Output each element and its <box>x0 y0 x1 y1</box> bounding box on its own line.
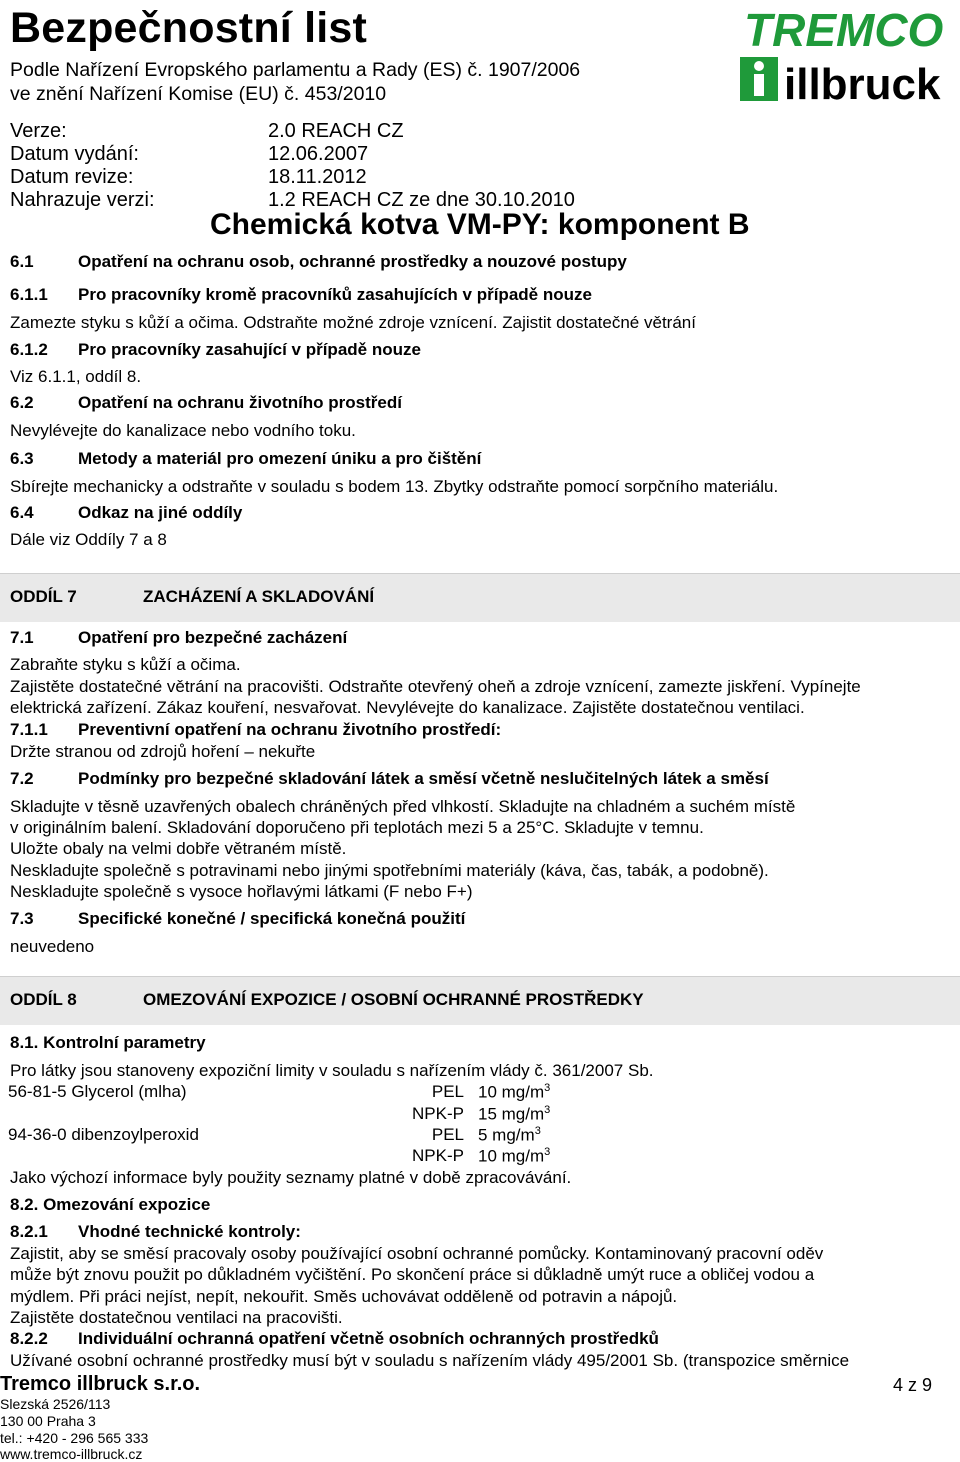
footer-address-1: Slezská 2526/113 <box>0 1396 111 1412</box>
section-7-number: ODDÍL 7 <box>10 587 77 606</box>
text-7-2-c: Uložte obaly na velmi dobře větraném místě. <box>10 839 347 858</box>
heading-8-2: 8.2. Omezování expozice <box>10 1195 211 1214</box>
page-number: 4 z 9 <box>892 1375 932 1395</box>
text-8-2-2: Užívané osobní ochranné prostředky musí být v souladu s nařízením vlády 495/2001 Sb. (transpozice směrnice <box>10 1351 850 1370</box>
regulation-line-2: ve znění Nařízení Komise (EU) č. 453/2010 <box>10 83 387 105</box>
text-7-1-b: Zajistěte dostatečné větrání na pracovišti. Odstraňte otevřený oheň a zdroje vznícení, zamezte jiskření. Vypínejte <box>10 677 861 696</box>
text-6-2: Nevylévejte do kanalizace nebo vodního toku. <box>10 421 356 440</box>
section-7-title: ZACHÁZENÍ A SKLADOVÁNÍ <box>143 587 375 606</box>
logo-illbruck-text: illbruck <box>784 60 941 108</box>
text-7-2-a: Skladujte v těsně uzavřených obalech chráněných před vlhkostí. Skladujte na chladném a suchém místě <box>10 797 796 816</box>
text-7-1-c: elektrická zařízení. Zákaz kouření, nesvařovat. Nevylévejte do kanalizace. Zajistěte dostatečnou ventilaci. <box>10 698 805 717</box>
meta-label-replaces: Nahrazuje verzi: <box>10 189 155 211</box>
text-6-3: Sbírejte mechanicky a odstraňte v souladu s bodem 13. Zbytky odstraňte pomocí sorpčního materiálu. <box>10 477 779 496</box>
tremco-illbruck-logo <box>740 2 956 108</box>
regulation-line-1: Podle Nařízení Evropského parlamentu a Rady (ES) č. 1907/2006 <box>10 59 581 81</box>
logo-tremco-text: TREMCO <box>744 4 944 56</box>
limit-value: 10 $mg/m^3$ <box>478 1082 551 1102</box>
heading-6-2: 6.2 Opatření na ochranu životního prostředí <box>10 393 402 412</box>
meta-value-replaces: 1.2 REACH CZ ze dne 30.10.2010 <box>268 189 575 211</box>
limit-type: PEL <box>431 1082 464 1101</box>
text-7-2-e: Neskladujte společně s vysoce hořlavými látkami (F nebo F+) <box>10 882 473 901</box>
meta-label-revision-date: Datum revize: <box>10 166 134 188</box>
text-7-2-b: v originálním balení. Skladování doporučeno při teplotách mezi 5 a 25°C. Skladujte v temnu. <box>10 818 704 837</box>
heading-7-1-1: 7.1.1 Preventivní opatření na ochranu životního prostředí: <box>10 720 502 739</box>
heading-7-2: 7.2 Podmínky pro bezpečné skladování látek a směsí včetně neslučitelných látek a směsí <box>10 769 769 788</box>
text-8-2-1-a: Zajistit, aby se směsí pracovaly osoby používající osobní ochranné pomůcky. Kontaminovaný pracovní oděv <box>10 1244 824 1263</box>
heading-6-1-1: 6.1.1 Pro pracovníky kromě pracovníků zasahujících v případě nouze <box>10 285 592 304</box>
limit-type: NPK-P <box>412 1146 464 1165</box>
text-7-2-d: Neskladujte společně s potravinami nebo jinými spotřebními materiály (káva, čas, tabák, a podobně). <box>10 861 769 880</box>
heading-6-4: 6.4 Odkaz na jiné oddíly <box>10 503 243 522</box>
heading-8-1: 8.1. Kontrolní parametry <box>10 1033 206 1052</box>
footer-web-link[interactable]: www.tremco-illbruck.cz <box>0 1446 143 1462</box>
text-7-3: neuvedeno <box>10 937 95 956</box>
text-7-1-1: Držte stranou od zdrojů hoření – nekuřte <box>10 742 316 761</box>
text-8-2-1-d: Zajistěte dostatečnou ventilaci na pracovišti. <box>10 1308 343 1327</box>
heading-7-3: 7.3 Specifické konečné / specifická konečná použití <box>10 909 466 928</box>
heading-6-1: 6.1 Opatření na ochranu osob, ochranné prostředky a nouzové postupy <box>10 252 627 271</box>
limit-substance-glycerol: 56-81-5 Glycerol (mlha) <box>8 1082 187 1101</box>
text-6-4: Dále viz Oddíly 7 a 8 <box>10 530 167 549</box>
limit-value: 15 $mg/m^3$ <box>478 1104 551 1124</box>
limit-type: PEL <box>431 1125 464 1144</box>
meta-label-version: Verze: <box>10 120 67 142</box>
footer-company: Tremco illbruck s.r.o. <box>0 1373 201 1395</box>
product-name: Chemická kotva VM-PY: komponent B <box>210 208 750 241</box>
text-6-1-1: Zamezte styku s kůží a očima. Odstraňte možné zdroje vznícení. Zajistit dostatečné větrání <box>10 313 696 332</box>
text-8-1-b: Jako výchozí informace byly použity seznamy platné v době zpracovávání. <box>10 1168 572 1187</box>
limit-value: 5 $mg/m^3$ <box>478 1125 541 1145</box>
heading-8-2-2: 8.2.2 Individuální ochranná opatření včetně osobních ochranných prostředků <box>10 1329 659 1348</box>
section-8-number: ODDÍL 8 <box>10 990 77 1009</box>
heading-7-1: 7.1 Opatření pro bezpečné zacházení <box>10 628 348 647</box>
document-title: Bezpečnostní list <box>10 4 368 52</box>
section-7-band <box>0 573 960 622</box>
text-8-2-1-b: může být znovu použit po důkladném vyčištění. Po skončení práce si důkladně umýt ruce a obličej vodou a <box>10 1265 815 1284</box>
limit-substance-dibenzoylperoxid: 94-36-0 dibenzoylperoxid <box>8 1125 199 1144</box>
meta-value-version: 2.0 REACH CZ <box>268 120 404 142</box>
text-8-2-1-c: mýdlem. Při práci nejíst, nepít, nekouřit. Směs uchovávat odděleně od potravin a nápojů. <box>10 1287 678 1306</box>
section-8-title: OMEZOVÁNÍ EXPOZICE / OSOBNÍ OCHRANNÉ PROSTŘEDKY <box>143 990 644 1009</box>
text-7-1-a: Zabraňte styku s kůží a očima. <box>10 655 241 674</box>
footer-phone: tel.: +420 - 296 565 333 <box>0 1430 149 1446</box>
heading-8-2-1: 8.2.1 Vhodné technické kontroly: <box>10 1222 301 1241</box>
limit-type: NPK-P <box>412 1104 464 1123</box>
heading-6-1-2: 6.1.2 Pro pracovníky zasahující v případě nouze <box>10 340 421 359</box>
meta-value-issue-date: 12.06.2007 <box>268 143 369 165</box>
text-6-1-2: Viz 6.1.1, oddíl 8. <box>10 367 142 386</box>
meta-label-issue-date: Datum vydání: <box>10 143 139 165</box>
section-8-band <box>0 976 960 1025</box>
limit-value: 10 $mg/m^3$ <box>478 1146 551 1166</box>
footer-address-2: 130 00 Praha 3 <box>0 1413 96 1429</box>
meta-value-revision-date: 18.11.2012 <box>268 166 367 188</box>
text-8-1: Pro látky jsou stanoveny expoziční limity v souladu s nařízením vlády č. 361/2007 Sb. <box>10 1061 654 1080</box>
heading-6-3: 6.3 Metody a materiál pro omezení úniku a pro čištění <box>10 449 482 468</box>
